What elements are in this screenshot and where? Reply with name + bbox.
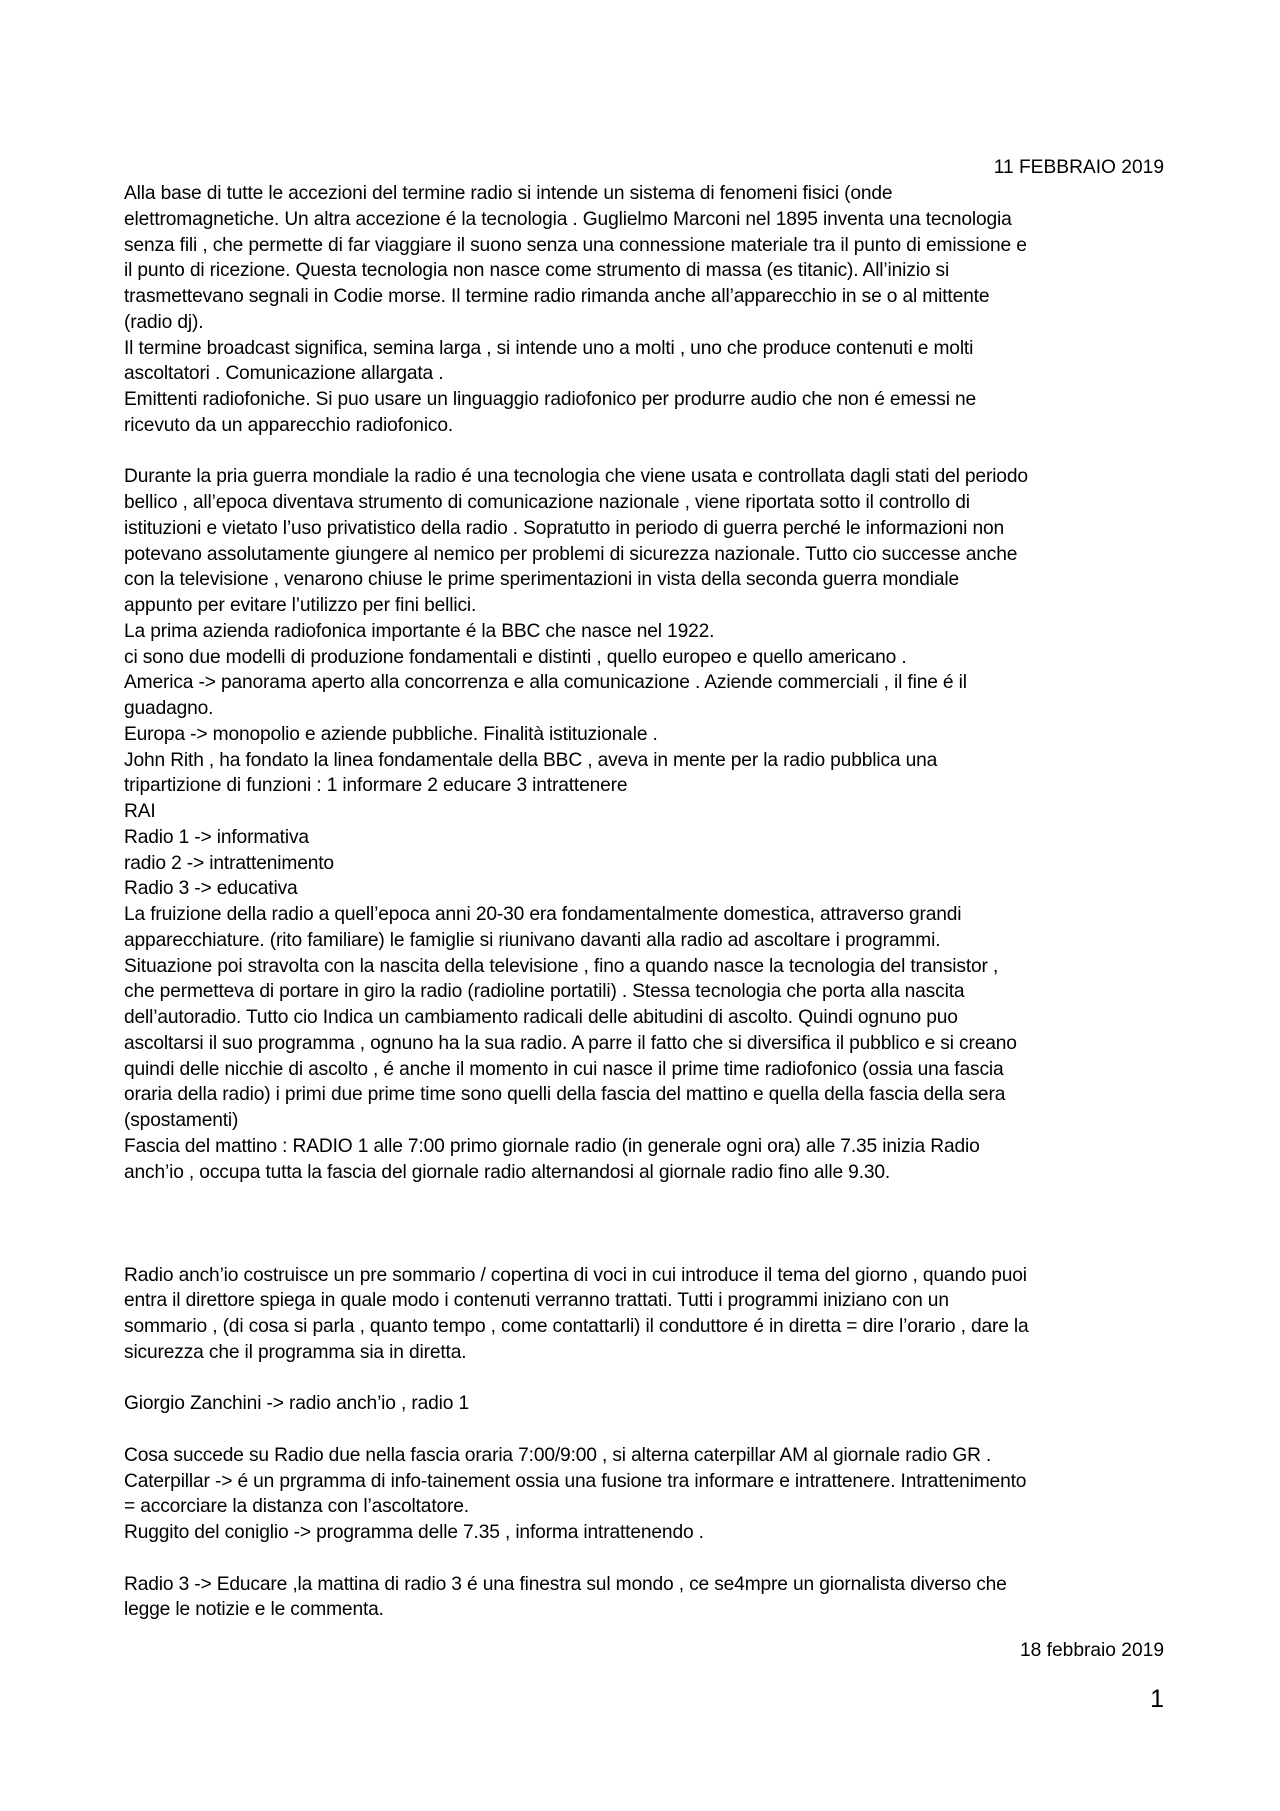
text-line: America -> panorama aperto alla concorrenza e alla comunicazione . Aziende commerciali , il fine é il <box>124 672 967 694</box>
text-line: il punto di ricezione. Questa tecnologia non nasce come strumento di massa (es titanic). All’inizio si <box>124 260 950 282</box>
text-line: Il termine broadcast significa, semina larga , si intende uno a molti , uno che produce contenuti e molti <box>124 337 974 359</box>
text-line: istituzioni e vietato l’uso privatistico della radio . Sopratutto in periodo di guerra perché le informazioni non <box>124 517 1005 539</box>
text-line: John Rith , ha fondato la linea fondamentale della BBC , aveva in mente per la radio pubblica una <box>124 749 938 771</box>
text-line: senza fili , che permette di far viaggiare il suono senza una connessione materiale tra il punto di emissione e <box>124 234 1027 256</box>
footer-date: 18 febbraio 2019 <box>1019 1640 1164 1661</box>
text-line: entra il direttore spiega in quale modo i contenuti verranno trattati. Tutti i programmi iniziano con un <box>124 1290 949 1312</box>
text-line: trasmettevano segnali in Codie morse. Il termine radio rimanda anche all’apparecchio in se o al mittente <box>124 286 990 307</box>
text-line: ascoltatori . Comunicazione allargata . <box>124 363 444 385</box>
text-line: RAI <box>124 801 156 822</box>
text-line: oraria della radio) i primi due prime time sono quelli della fascia del mattino e quella della fascia della sera <box>124 1084 1006 1106</box>
text-line: apparecchiature. (rito familiare) le famiglie si riunivano davanti alla radio ad ascoltare i programmi. <box>124 929 941 951</box>
text-line: con la televisione , venarono chiuse le prime sperimentazioni in vista della seconda guerra mondiale <box>124 569 960 591</box>
text-line: dell’autoradio. Tutto cio Indica un cambiamento radicali delle abitudini di ascolto. Quindi ognuno puo <box>124 1007 958 1028</box>
text-line: radio 2 -> intrattenimento <box>124 852 334 874</box>
text-line: Radio 1 -> informativa <box>124 826 309 848</box>
text-line: ascoltarsi il suo programma , ognuno ha la sua radio. A parre il fatto che si diversifica il pubblico e si creano <box>124 1032 1017 1054</box>
text-line: (radio dj). <box>124 311 204 333</box>
text-line: Europa -> monopolio e aziende pubbliche. Finalità istituzionale . <box>124 723 658 745</box>
text-line: Caterpillar -> é un prgramma di info-tainement ossia una fusione tra informare e intrattenere. Intrattenimento <box>124 1470 1027 1492</box>
text-line: ricevuto da un apparecchio radiofonico. <box>124 414 454 436</box>
text-line: quindi delle nicchie di ascolto , é anche il momento in cui nasce il prime time radiofonico (ossia una fascia <box>124 1058 1004 1080</box>
text-line: Cosa succede su Radio due nella fascia oraria 7:00/9:00 , si alterna caterpillar AM al giornale radio GR . <box>124 1444 992 1466</box>
text-line: La fruizione della radio a quell’epoca anni 20-30 era fondamentalmente domestica, attraverso grandi <box>124 904 962 925</box>
text-line: Situazione poi stravolta con la nascita della televisione , fino a quando nasce la tecnologia del transistor , <box>124 955 999 977</box>
text-line: sommario , (di cosa si parla , quanto tempo , come contattarli) il conduttore é in diretta = dire l’orario , dare la <box>124 1316 1029 1337</box>
text-line: (spostamenti) <box>124 1110 239 1131</box>
text-line: che permetteva di portare in giro la radio (radioline portatili) . Stessa tecnologia che porta alla nascita <box>124 981 965 1003</box>
text-line: potevano assolutamente giungere al nemico per problemi di sicurezza nazionale. Tutto cio successe anche <box>124 543 1018 565</box>
text-line: guadagno. <box>124 698 214 719</box>
text-line: Radio 3 -> Educare ,la mattina di radio 3 é una finestra sul mondo , ce se4mpre un giornalista diverso che <box>124 1573 1007 1595</box>
text-line: La prima azienda radiofonica importante é la BBC che nasce nel 1922. <box>124 620 715 642</box>
text-line: legge le notizie e le commenta. <box>124 1599 384 1621</box>
text-line: Ruggito del coniglio -> programma delle 7.35 , informa intrattenendo . <box>124 1522 704 1543</box>
text-line: ci sono due modelli di produzione fondamentali e distinti , quello europeo e quello americano . <box>124 646 907 668</box>
text-line: bellico , all’epoca diventava strumento di comunicazione nazionale , viene riportata sotto il controllo di <box>124 492 970 513</box>
text-line: Radio 3 -> educativa <box>124 878 298 900</box>
text-line: elettromagnetiche. Un altra accezione é la tecnologia . Guglielmo Marconi nel 1895 inventa una tecnologia <box>124 208 1012 230</box>
text-line: anch’io , occupa tutta la fascia del giornale radio alternandosi al giornale radio fino alle 9.30. <box>124 1161 891 1183</box>
text-line: Fascia del mattino : RADIO 1 alle 7:00 primo giornale radio (in generale ogni ora) alle 7.35 inizia Radio <box>124 1135 980 1157</box>
text-line: tripartizione di funzioni : 1 informare 2 educare 3 intrattenere <box>124 775 628 797</box>
text-line: Emittenti radiofoniche. Si puo usare un linguaggio radiofonico per produrre audio che non é emessi ne <box>124 389 977 410</box>
text-line: Durante la pria guerra mondiale la radio é una tecnologia che viene usata e controllata dagli stati del periodo <box>124 466 1028 488</box>
text-line: Alla base di tutte le accezioni del termine radio si intende un sistema di fenomeni fisici (onde <box>124 183 893 204</box>
text-line: Radio anch’io costruisce un pre sommario / copertina di voci in cui introduce il tema del giorno , quando puoi <box>124 1264 1027 1286</box>
page-number: 1 <box>1150 1685 1164 1713</box>
text-line: Giorgio Zanchini -> radio anch’io , radio 1 <box>124 1393 469 1415</box>
text-line: = accorciare la distanza con l’ascoltatore. <box>124 1496 469 1518</box>
text-line: appunto per evitare l’utilizzo per fini bellici. <box>124 595 477 616</box>
text-line: sicurezza che il programma sia in diretta. <box>124 1341 467 1363</box>
header-date: 11 FEBBRAIO 2019 <box>993 157 1164 178</box>
